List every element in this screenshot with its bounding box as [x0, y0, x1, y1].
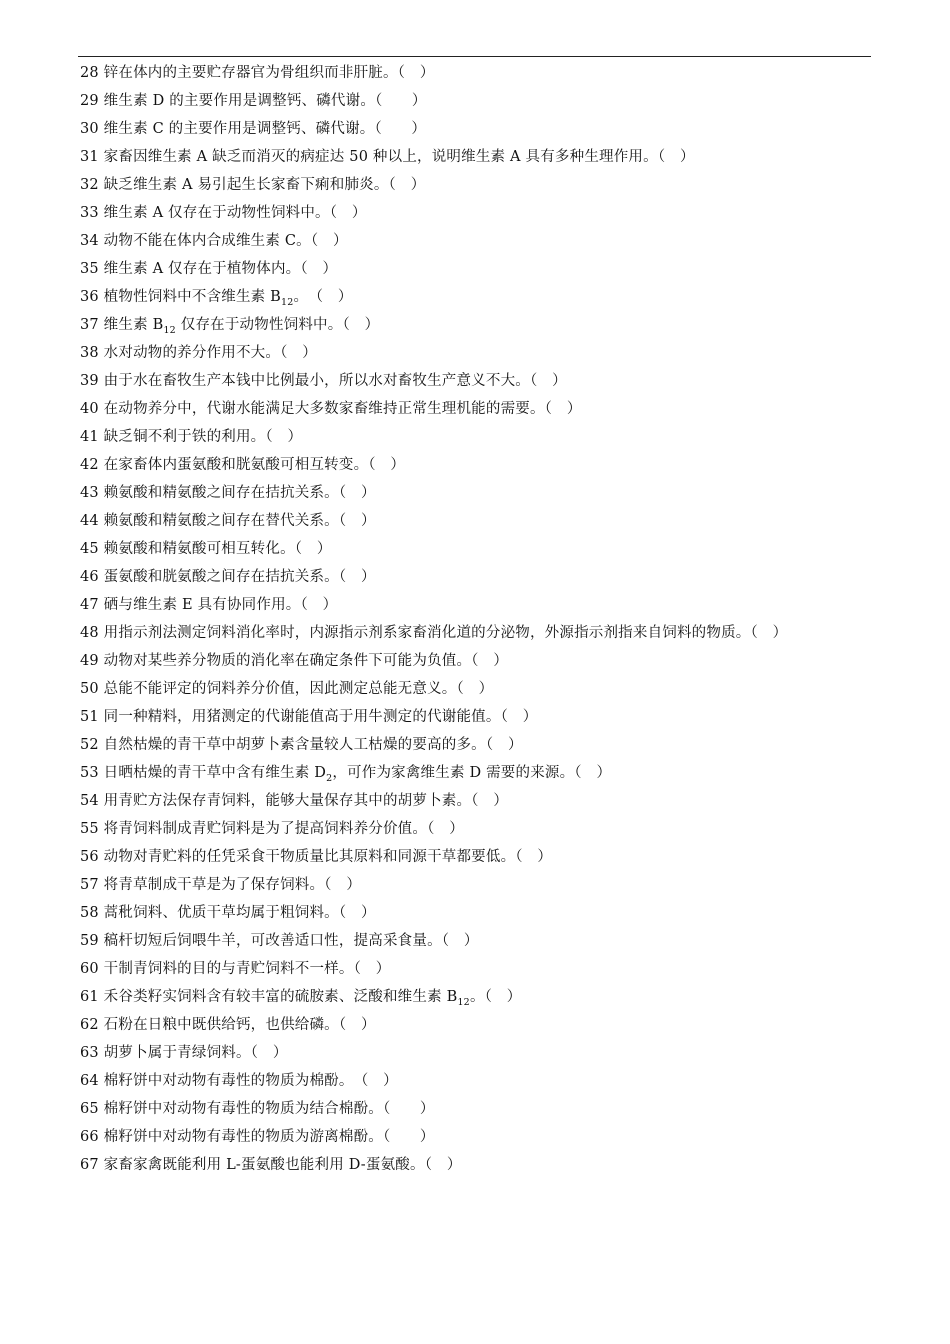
question-item — [80, 955, 860, 983]
question-number: 55 — [80, 821, 99, 837]
question-item — [80, 339, 860, 367]
question-text-pre: 植物性饲料中不含维生素 B — [103, 289, 282, 305]
question-text: 用指示剂法测定饲料消化率时，内源指示剂系家畜消化道的分泌物，外源指示剂指来自饲料的物质。（ ） — [103, 625, 788, 641]
question-text: 同一种精料，用猪测定的代谢能值高于用牛测定的代谢能值。（ ） — [103, 709, 538, 725]
question-item — [80, 1123, 860, 1151]
subscript: 12 — [163, 325, 176, 336]
question-text — [103, 989, 522, 1008]
question-number: 59 — [80, 933, 99, 949]
question-item — [80, 871, 860, 899]
question-text: 维生素 A 仅存在于植物体内。（ ） — [103, 261, 338, 277]
question-text — [103, 765, 612, 784]
question-number: 50 — [80, 681, 99, 697]
question-number: 28 — [80, 65, 99, 81]
question-item — [80, 87, 860, 115]
question-text: 总能不能评定的饲料养分价值，因此测定总能无意义。（ ） — [103, 681, 494, 697]
question-number: 37 — [80, 317, 99, 333]
question-item — [80, 59, 860, 87]
question-text: 动物对某些养分物质的消化率在确定条件下可能为负值。（ ） — [103, 653, 509, 669]
header-rule — [78, 56, 871, 57]
question-item — [80, 815, 860, 843]
question-item — [80, 367, 860, 395]
question-text-post: 。（ ） — [469, 989, 522, 1005]
question-number: 31 — [80, 149, 99, 165]
question-item — [80, 535, 860, 563]
question-item — [80, 423, 860, 451]
question-item — [80, 703, 860, 731]
subscript: 2 — [326, 773, 333, 784]
question-item — [80, 983, 860, 1011]
question-list — [80, 59, 860, 1179]
question-text: 胡萝卜属于青绿饲料。（ ） — [103, 1045, 288, 1061]
question-number: 48 — [80, 625, 99, 641]
question-text-post: 。 （ ） — [293, 289, 353, 305]
question-number: 66 — [80, 1129, 99, 1145]
question-text: 将青饲料制成青贮饲料是为了提高饲料养分价值。（ ） — [103, 821, 464, 837]
question-item — [80, 647, 860, 675]
question-number: 64 — [80, 1073, 99, 1089]
question-item — [80, 227, 860, 255]
question-item — [80, 479, 860, 507]
question-text: 由于水在畜牧生产本钱中比例最小，所以水对畜牧生产意义不大。（ ） — [103, 373, 567, 389]
question-text: 棉籽饼中对动物有毒性的物质为棉酚。 （ ） — [103, 1073, 398, 1089]
question-text: 自然枯燥的青干草中胡萝卜素含量较人工枯燥的要高的多。（ ） — [103, 737, 523, 753]
question-text: 维生素 C 的主要作用是调整钙、磷代谢。（ ） — [103, 121, 427, 137]
question-item — [80, 395, 860, 423]
question-number: 53 — [80, 765, 99, 781]
question-text: 锌在体内的主要贮存器官为骨组织而非肝脏。（ ） — [103, 65, 435, 81]
question-item — [80, 115, 860, 143]
question-item — [80, 591, 860, 619]
question-number: 67 — [80, 1157, 99, 1173]
question-text: 维生素 A 仅存在于动物性饲料中。（ ） — [103, 205, 367, 221]
question-item — [80, 1095, 860, 1123]
question-item — [80, 759, 860, 787]
question-text: 稿杆切短后饲喂牛羊，可改善适口性，提高采食量。（ ） — [103, 933, 479, 949]
question-item — [80, 171, 860, 199]
question-text-pre: 维生素 B — [103, 317, 164, 333]
question-text: 将青草制成干草是为了保存饲料。（ ） — [103, 877, 362, 893]
question-number: 42 — [80, 457, 99, 473]
question-text: 石粉在日粮中既供给钙，也供给磷。（ ） — [103, 1017, 376, 1033]
question-number: 30 — [80, 121, 99, 137]
question-text — [103, 289, 353, 308]
question-item — [80, 899, 860, 927]
question-text: 水对动物的养分作用不大。（ ） — [103, 345, 317, 361]
subscript: 12 — [281, 297, 294, 308]
question-number: 35 — [80, 261, 99, 277]
question-text: 赖氨酸和精氨酸可相互转化。（ ） — [103, 541, 332, 557]
question-text — [103, 317, 380, 336]
question-number: 44 — [80, 513, 99, 529]
question-text-post: ，可作为家禽维生素 D 需要的来源。（ ） — [332, 765, 612, 781]
question-number: 29 — [80, 93, 99, 109]
question-text: 家畜因维生素 A 缺乏而消灭的病症达 50 种以上，说明维生素 A 具有多种生理作用。（ ） — [103, 149, 695, 165]
question-text: 在动物养分中，代谢水能满足大多数家畜维持正常生理机能的需要。（ ） — [103, 401, 582, 417]
question-text: 缺乏铜不利于铁的利用。（ ） — [103, 429, 303, 445]
subscript: 12 — [457, 997, 470, 1008]
question-number: 60 — [80, 961, 99, 977]
question-text: 家畜家禽既能利用 L-蛋氨酸也能利用 D-蛋氨酸。（ ） — [103, 1157, 462, 1173]
question-number: 62 — [80, 1017, 99, 1033]
question-number: 33 — [80, 205, 99, 221]
question-text: 赖氨酸和精氨酸之间存在替代关系。（ ） — [103, 513, 376, 529]
question-number: 43 — [80, 485, 99, 501]
question-item — [80, 283, 860, 311]
question-number: 36 — [80, 289, 99, 305]
question-item — [80, 1011, 860, 1039]
question-item — [80, 927, 860, 955]
question-number: 39 — [80, 373, 99, 389]
question-text: 棉籽饼中对动物有毒性的物质为游离棉酚。（ ） — [103, 1129, 435, 1145]
question-text: 硒与维生素 E 具有协同作用。（ ） — [103, 597, 338, 613]
question-number: 65 — [80, 1101, 99, 1117]
question-number: 51 — [80, 709, 99, 725]
question-number: 47 — [80, 597, 99, 613]
question-item — [80, 255, 860, 283]
question-text: 维生素 D 的主要作用是调整钙、磷代谢。（ ） — [103, 93, 427, 109]
question-text: 动物不能在体内合成维生素 C。（ ） — [103, 233, 348, 249]
question-number: 41 — [80, 429, 99, 445]
question-text: 用青贮方法保存青饲料，能够大量保存其中的胡萝卜素。（ ） — [103, 793, 509, 809]
question-item — [80, 1151, 860, 1179]
question-item — [80, 451, 860, 479]
question-number: 57 — [80, 877, 99, 893]
question-number: 63 — [80, 1045, 99, 1061]
question-number: 32 — [80, 177, 99, 193]
question-text: 动物对青贮料的任凭采食干物质量比其原料和同源干草都要低。（ ） — [103, 849, 553, 865]
question-number: 40 — [80, 401, 99, 417]
question-text-post: 仅存在于动物性饲料中。（ ） — [175, 317, 380, 333]
question-number: 58 — [80, 905, 99, 921]
question-item — [80, 787, 860, 815]
question-item — [80, 143, 860, 171]
question-text-pre: 禾谷类籽实饲料含有较丰富的硫胺素、泛酸和维生素 B — [103, 989, 458, 1005]
question-number: 61 — [80, 989, 99, 1005]
question-item — [80, 507, 860, 535]
question-item — [80, 199, 860, 227]
question-number: 34 — [80, 233, 99, 249]
question-item — [80, 731, 860, 759]
question-item — [80, 843, 860, 871]
question-text: 蒿秕饲料、优质干草均属于粗饲料。（ ） — [103, 905, 376, 921]
question-number: 38 — [80, 345, 99, 361]
question-item — [80, 619, 860, 647]
question-number: 54 — [80, 793, 99, 809]
question-text: 赖氨酸和精氨酸之间存在拮抗关系。（ ） — [103, 485, 376, 501]
question-text: 缺乏维生素 A 易引起生长家畜下痢和肺炎。（ ） — [103, 177, 426, 193]
question-text: 棉籽饼中对动物有毒性的物质为结合棉酚。（ ） — [103, 1101, 435, 1117]
question-number: 52 — [80, 737, 99, 753]
question-item — [80, 675, 860, 703]
question-item — [80, 1067, 860, 1095]
question-item — [80, 1039, 860, 1067]
question-number: 56 — [80, 849, 99, 865]
question-text: 在家畜体内蛋氨酸和胱氨酸可相互转变。（ ） — [103, 457, 406, 473]
question-number: 46 — [80, 569, 99, 585]
question-number: 45 — [80, 541, 99, 557]
question-text-pre: 日晒枯燥的青干草中含有维生素 D — [103, 765, 327, 781]
question-item — [80, 311, 860, 339]
question-item — [80, 563, 860, 591]
question-text: 蛋氨酸和胱氨酸之间存在拮抗关系。（ ） — [103, 569, 376, 585]
question-text: 干制青饲料的目的与青贮饲料不一样。（ ） — [103, 961, 391, 977]
question-number: 49 — [80, 653, 99, 669]
